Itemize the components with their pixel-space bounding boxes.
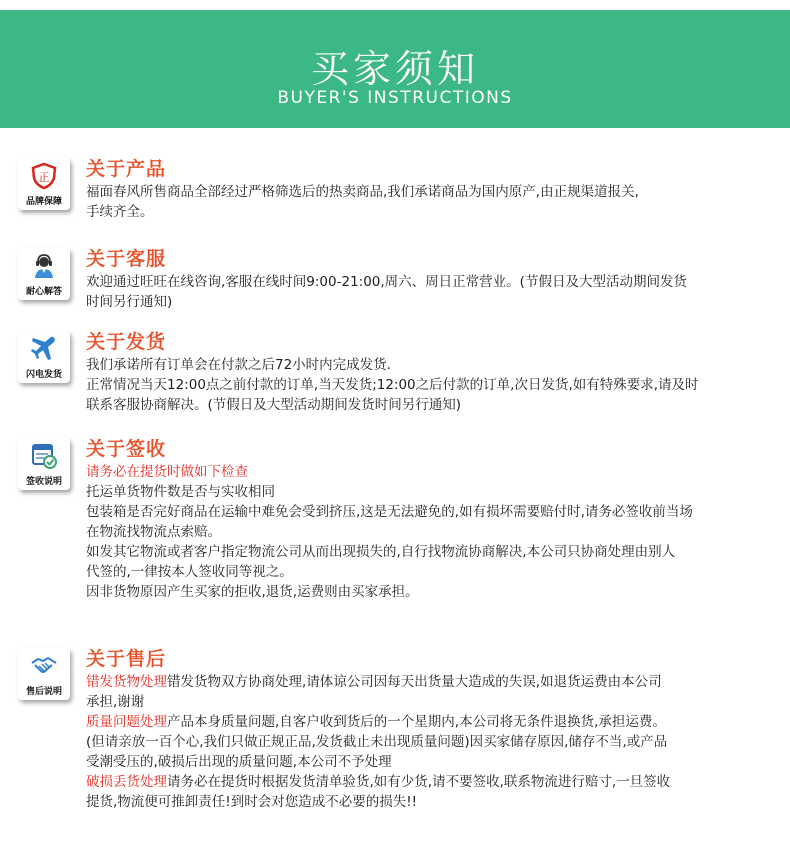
item-text: 请务必在提货时根据发货清单验货,如有少货,请不要签收,联系物流进行赔寸,一旦签收: [167, 774, 671, 790]
body-line: 如发其它物流或者客户指定物流公司从而出现损失的,自行找物流协商解决,本公司只协商处理由别人: [86, 544, 676, 560]
icon-label: 品牌保障: [25, 197, 62, 207]
body-line: 福面春风所售商品全部经过严格筛选后的热卖商品,我们承诺商品为国内原产,由正规渠道报关,: [86, 184, 639, 200]
section-title: 关于客服: [86, 248, 167, 270]
body-line: (但请亲放一百个心,我们只做正规正品,发货截止未出现质量问题)因买家储存原因,储存不当,或产品: [86, 734, 668, 750]
body-line: 承担,谢谢: [86, 694, 145, 710]
shield-icon: [30, 162, 58, 190]
body-line: 欢迎通过旺旺在线咨询,客服在线时间9:00-21:00,周六、周日正常营业。(节假日及大型活动期间发货: [86, 274, 687, 290]
section-customer-service: [0, 244, 790, 314]
brand-guarantee-badge: [18, 158, 70, 210]
body-line: 因非货物原因产生买家的拒收,退货,运费则由买家承担。: [86, 584, 419, 600]
svg-text:正: 正: [38, 171, 50, 184]
section-body: [86, 672, 781, 812]
body-line: 在物流找物流点索赔。: [86, 524, 221, 540]
after-sales-item: [86, 772, 781, 792]
section-title: 关于发货: [86, 331, 167, 353]
customer-service-icon: [30, 252, 58, 280]
section-shipping: [0, 327, 790, 417]
icon-label: 售后说明: [25, 687, 62, 697]
item-text: 产品本身质量问题,自客户收到货后的一个星期内,本公司将无条件退换货,承担运费。: [167, 714, 666, 730]
after-sales-item: [86, 712, 781, 732]
after-sales-badge: [18, 648, 70, 700]
body-line: 托运单货物件数是否与实收相同: [86, 484, 275, 500]
airplane-icon: [30, 335, 58, 363]
section-body: [86, 462, 781, 602]
calendar-check-icon: [30, 442, 58, 470]
fast-shipping-badge: [18, 331, 70, 383]
item-label: 破损丢货处理: [86, 774, 167, 790]
highlight-line: 请务必在提货时做如下检查: [86, 464, 248, 480]
body-line: 时间另行通知): [86, 294, 173, 310]
header-banner: [0, 10, 790, 128]
body-line: 手续齐全。: [86, 204, 154, 220]
section-product: [0, 154, 790, 224]
section-body: [86, 355, 781, 415]
section-body: [86, 182, 781, 222]
item-label: 质量问题处理: [86, 714, 167, 730]
patient-answer-badge: [18, 248, 70, 300]
section-title: 关于售后: [86, 648, 167, 670]
body-line: 受潮受压的,破损后出现的质量问题,本公司不予处理: [86, 754, 392, 770]
page-title: 买家须知: [310, 47, 479, 91]
body-line: 我们承诺所有订单会在付款之后72小时内完成发货.: [86, 357, 391, 373]
after-sales-item: [86, 672, 781, 692]
body-line: 提货,物流便可推卸责任!到时会对您造成不必要的损失!!: [86, 794, 418, 810]
section-signing: [0, 434, 790, 614]
body-line: 代签的,一律按本人签收同等视之。: [86, 564, 293, 580]
icon-label: 签收说明: [25, 477, 62, 487]
item-text: 错发货物双方协商处理,请体谅公司因每天出货量大造成的失误,如退货运费由本公司: [167, 674, 662, 690]
section-body: [86, 272, 781, 312]
section-after-sales: [0, 644, 790, 824]
page-subtitle: BUYER'S INSTRUCTIONS: [277, 88, 513, 108]
section-title: 关于产品: [86, 158, 167, 180]
item-label: 错发货物处理: [86, 674, 167, 690]
icon-label: 闪电发货: [25, 370, 62, 380]
body-line: 联系客服协商解决。(节假日及大型活动期间发货时间另行通知): [86, 397, 462, 413]
icon-label: 耐心解答: [25, 287, 62, 297]
body-line: 正常情况当天12:00点之前付款的订单,当天发货;12:00之后付款的订单,次日发货,如有特殊要求,请及时: [86, 377, 699, 393]
signing-instructions-badge: [18, 438, 70, 490]
body-line: 包装箱是否完好商品在运输中难免会受到挤压,这是无法避免的,如有损坏需要赔付时,请务必签收前当场: [86, 504, 693, 520]
handshake-icon: [30, 652, 58, 680]
section-title: 关于签收: [86, 438, 167, 460]
